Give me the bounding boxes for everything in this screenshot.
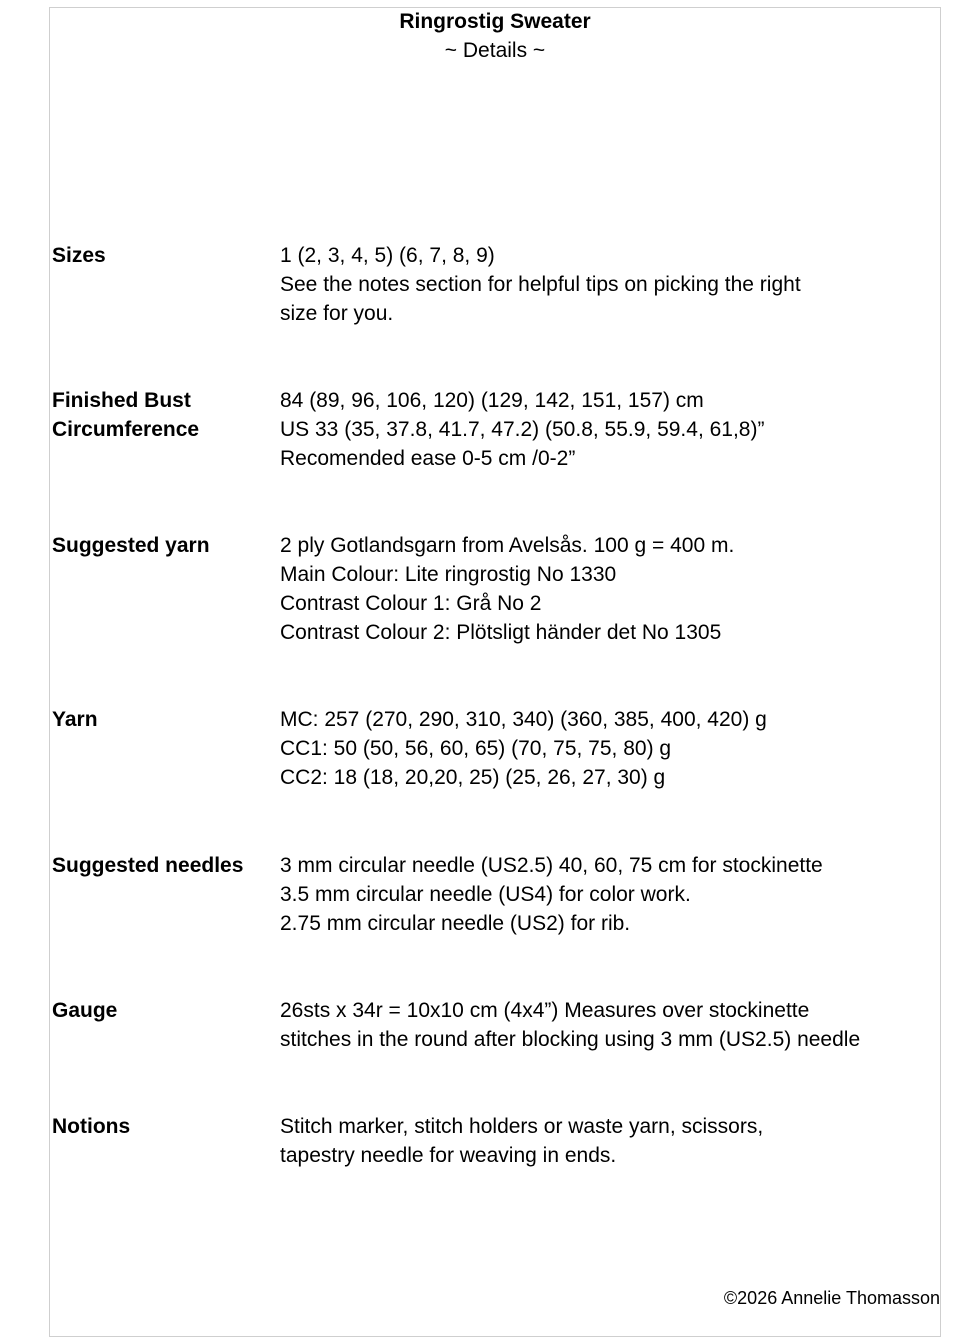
section-label-line: Finished Bust xyxy=(52,389,191,412)
detail-line: CC1: 50 (50, 56, 60, 65) (70, 75, 75, 80) g xyxy=(280,737,672,760)
detail-line: 1 (2, 3, 4, 5) (6, 7, 8, 9) xyxy=(280,244,495,267)
detail-line: 2 ply Gotlandsgarn from Avelsås. 100 g = 400 m. xyxy=(280,534,735,557)
section-label-line: Sizes xyxy=(52,244,106,267)
section-details xyxy=(280,705,940,792)
section-label-line: Notions xyxy=(52,1115,131,1138)
section-label-line: Yarn xyxy=(52,708,98,731)
detail-line: Contrast Colour 1: Grå No 2 xyxy=(280,592,542,615)
detail-line: tapestry needle for weaving in ends. xyxy=(280,1144,617,1167)
section-label-line: Circumference xyxy=(52,418,200,441)
section-label xyxy=(52,851,277,880)
detail-line: US 33 (35, 37.8, 41.7, 47.2) (50.8, 55.9, 59.4, 61,8)” xyxy=(280,418,765,441)
detail-line: Stitch marker, stitch holders or waste yarn, scissors, xyxy=(280,1115,764,1138)
copyright-notice: ©2026 Annelie Thomasson xyxy=(723,1288,940,1308)
detail-line: See the notes section for helpful tips on picking the right xyxy=(280,273,801,296)
section-label-line: Suggested yarn xyxy=(52,534,210,557)
section-label xyxy=(52,705,277,734)
section-label xyxy=(52,531,277,560)
section-details xyxy=(280,1112,940,1170)
detail-line: 3 mm circular needle (US2.5) 40, 60, 75 cm for stockinette xyxy=(280,854,823,877)
detail-line: Contrast Colour 2: Plötsligt händer det No 1305 xyxy=(280,621,722,644)
section-details xyxy=(280,851,940,938)
detail-line: 26sts x 34r = 10x10 cm (4x4”) Measures over stockinette xyxy=(280,999,810,1022)
document-title: Ringrostig Sweater xyxy=(399,10,591,33)
detail-line: size for you. xyxy=(280,302,394,325)
section-label-line: Gauge xyxy=(52,999,118,1022)
section-label xyxy=(52,996,277,1025)
detail-line: Main Colour: Lite ringrostig No 1330 xyxy=(280,563,617,586)
section-label xyxy=(52,1112,277,1141)
detail-line: Recomended ease 0-5 cm /0-2” xyxy=(280,447,576,470)
section-details xyxy=(280,241,940,328)
detail-line: MC: 257 (270, 290, 310, 340) (360, 385, 400, 420) g xyxy=(280,708,767,731)
detail-line: 84 (89, 96, 106, 120) (129, 142, 151, 157) cm xyxy=(280,389,704,412)
section-details xyxy=(280,386,940,473)
section-label-line: Suggested needles xyxy=(52,854,244,877)
detail-line: CC2: 18 (18, 20,20, 25) (25, 26, 27, 30) g xyxy=(280,766,666,789)
detail-line: 2.75 mm circular needle (US2) for rib. xyxy=(280,912,631,935)
section-label xyxy=(52,386,277,444)
detail-line: stitches in the round after blocking using 3 mm (US2.5) needle xyxy=(280,1028,861,1051)
document-subtitle: ~ Details ~ xyxy=(444,39,546,62)
section-label xyxy=(52,241,277,270)
detail-line: 3.5 mm circular needle (US4) for color work. xyxy=(280,883,691,906)
section-details xyxy=(280,531,940,647)
section-details xyxy=(280,996,940,1054)
